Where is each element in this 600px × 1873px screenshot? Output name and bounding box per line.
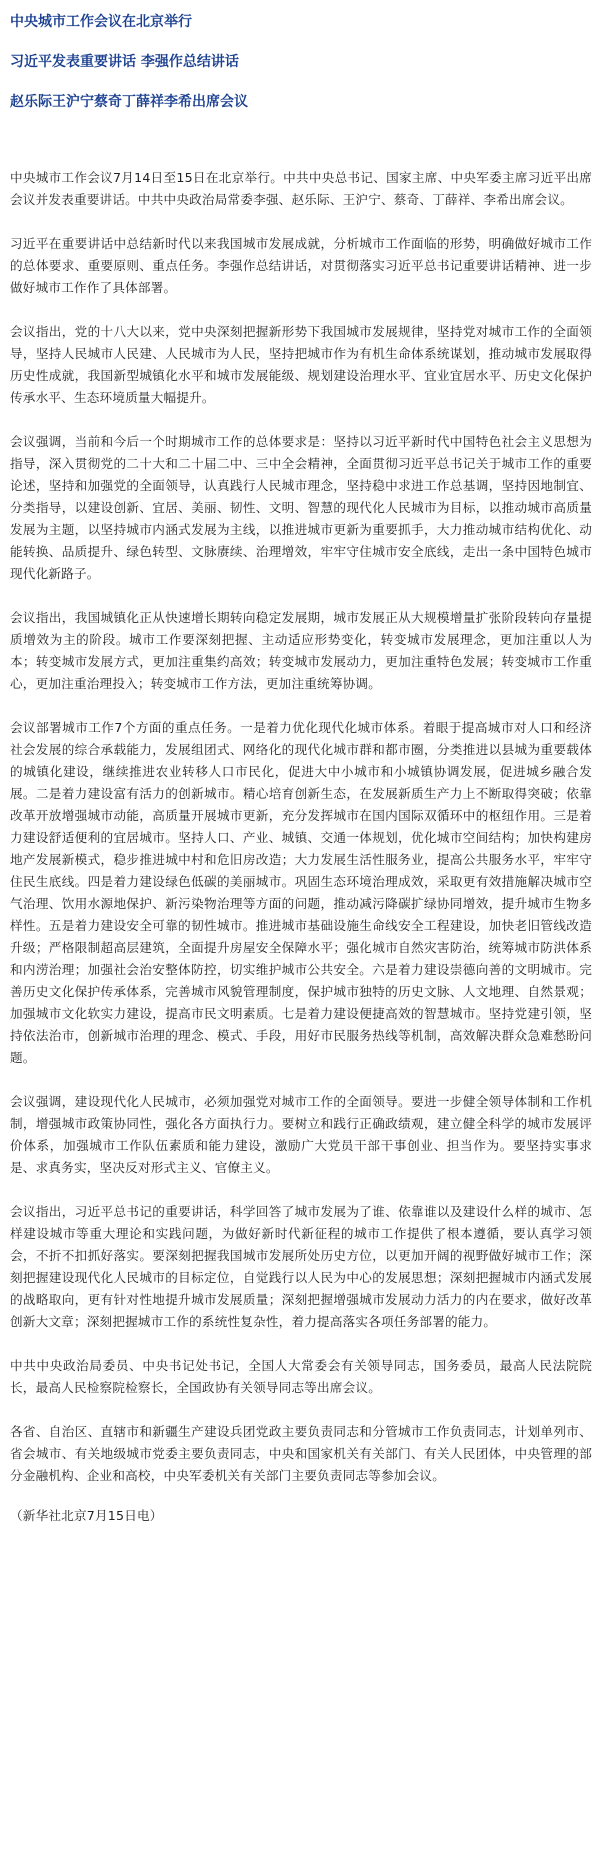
paragraph: 会议指出，我国城镇化正从快速增长期转向稳定发展期，城市发展正从大规模增量扩张阶段转向存量提质增效为主的阶段。城市工作要深刻把握、主动适应形势变化，转变城市发展理念，更加注重以人为本；转变城市发展方式，更加注重集约高效；转变城市发展动力，更加注重特色发展；转变城市工作重心，更加注重治理投入；转变城市工作方法，更加注重统筹协调。 [10,610,592,691]
dateline: （新华社北京7月15日电） [10,1508,163,1523]
attendees-headline: 赵乐际王沪宁蔡奇丁薛祥李希出席会议 [10,94,248,110]
paragraph: 会议强调，当前和今后一个时期城市工作的总体要求是：坚持以习近平新时代中国特色社会主义思想为指导，深入贯彻党的二十大和二十届二中、三中全会精神，全面贯彻习近平总书记关于城市工作的重要论述，坚持和加强党的全面领导，认真践行人民城市理念，坚持稳中求进工作总基调，坚持因地制宜、分类指导，以建设创新、宜居、美丽、韧性、文明、智慧的现代化人民城市为目标，以推动城市高质量发展为主题，以坚持城市内涵式发展为主线，以推进城市更新为重要抓手，大力推动城市结构优化、动能转换、品质提升、绿色转型、文脉赓续、治理增效，牢牢守住城市安全底线，走出一条中国特色城市现代化新路子。 [10,434,592,581]
article-body [10,167,592,1527]
paragraph: 会议强调，建设现代化人民城市，必须加强党对城市工作的全面领导。要进一步健全领导体制和工作机制，增强城市政策协同性，强化各方面执行力。要树立和践行正确政绩观，建立健全科学的城市发展评价体系，加强城市工作队伍素质和能力建设，激励广大党员干部干事创业、担当作为。要坚持实事求是、求真务实，坚决反对形式主义、官僚主义。 [10,1094,592,1175]
paragraph: 习近平在重要讲话中总结新时代以来我国城市发展成就，分析城市工作面临的形势，明确做好城市工作的总体要求、重要原则、重点任务。李强作总结讲话，对贯彻落实习近平总书记重要讲话精神、进一步做好城市工作作了具体部署。 [10,236,592,295]
main-headline: 中央城市工作会议在北京举行 [10,14,192,30]
paragraph: 中央城市工作会议7月14日至15日在北京举行。中共中央总书记、国家主席、中央军委主席习近平出席会议并发表重要讲话。中共中央政治局常委李强、赵乐际、王沪宁、蔡奇、丁薛祥、李希出席会议。 [10,170,592,207]
paragraph: 各省、自治区、直辖市和新疆生产建设兵团党政主要负责同志和分管城市工作负责同志，计划单列市、省会城市、有关地级城市党委主要负责同志，中央和国家机关有关部门、有关人民团体，中央管理的部分金融机构、企业和高校，中央军委机关有关部门主要负责同志等参加会议。 [10,1424,592,1483]
paragraph: 会议部署城市工作7个方面的重点任务。一是着力优化现代化城市体系。着眼于提高城市对人口和经济社会发展的综合承载能力，发展组团式、网络化的现代化城市群和都市圈，分类推进以县城为重要载体的城镇化建设，继续推进农业转移人口市民化，促进大中小城市和小城镇协调发展，促进城乡融合发展。二是着力建设富有活力的创新城市。精心培育创新生态，在发展新质生产力上不断取得突破；依靠改革开放增强城市动能，高质量开展城市更新，充分发挥城市在国内国际双循环中的枢纽作用。三是着力建设舒适便利的宜居城市。坚持人口、产业、城镇、交通一体规划，优化城市空间结构；加快构建房地产发展新模式，稳步推进城中村和危旧房改造；大力发展生活性服务业，提高公共服务水平，牢牢守住民生底线。四是着力建设绿色低碳的美丽城市。巩固生态环境治理成效，采取更有效措施解决城市空气治理、饮用水源地保护、新污染物治理等方面的问题，推动减污降碳扩绿协同增效，提升城市生物多样性。五是着力建设安全可靠的韧性城市。推进城市基础设施生命线安全工程建设，加快老旧管线改造升级；严格限制超高层建筑，全面提升房屋安全保障水平；强化城市自然灾害防治，统筹城市防洪体系和内涝治理；加强社会治安整体防控，切实维护城市公共安全。六是着力建设崇德向善的文明城市。完善历史文化保护传承体系，完善城市风貌管理制度，保护城市独特的历史文脉、人文地理、自然景观；加强城市文化软实力建设，提高市民文明素质。七是着力建设便捷高效的智慧城市。坚持党建引领，坚持依法治市，创新城市治理的理念、模式、手段，用好市民服务热线等机制，高效解决群众急难愁盼问题。 [10,720,592,1065]
paragraph: 中共中央政治局委员、中央书记处书记，全国人大常委会有关领导同志，国务委员，最高人民法院院长，最高人民检察院检察长，全国政协有关领导同志等出席会议。 [10,1358,592,1395]
paragraph: 会议指出，习近平总书记的重要讲话，科学回答了城市发展为了谁、依靠谁以及建设什么样的城市、怎样建设城市等重大理论和实践问题，为做好新时代新征程的城市工作提供了根本遵循，要认真学习领会，不折不扣抓好落实。要深刻把握我国城市发展所处历史方位，以更加开阔的视野做好城市工作；深刻把握建设现代化人民城市的目标定位，自觉践行以人民为中心的发展思想；深刻把握城市内涵式发展的战略取向，更有针对性地提升城市发展质量；深刻把握增强城市发展动力活力的内在要求，做好改革创新大文章；深刻把握城市工作的系统性复杂性，着力提高落实各项任务部署的能力。 [10,1204,592,1329]
sub-headline: 习近平发表重要讲话 李强作总结讲话 [10,54,239,70]
paragraph: 会议指出，党的十八大以来，党中央深刻把握新形势下我国城市发展规律，坚持党对城市工作的全面领导，坚持人民城市人民建、人民城市为人民，坚持把城市作为有机生命体系统谋划，推动城市发展取得历史性成就，我国新型城镇化水平和城市发展能级、规划建设治理水平、宜业宜居水平、历史文化保护传承水平、生态环境质量大幅提升。 [10,324,592,405]
